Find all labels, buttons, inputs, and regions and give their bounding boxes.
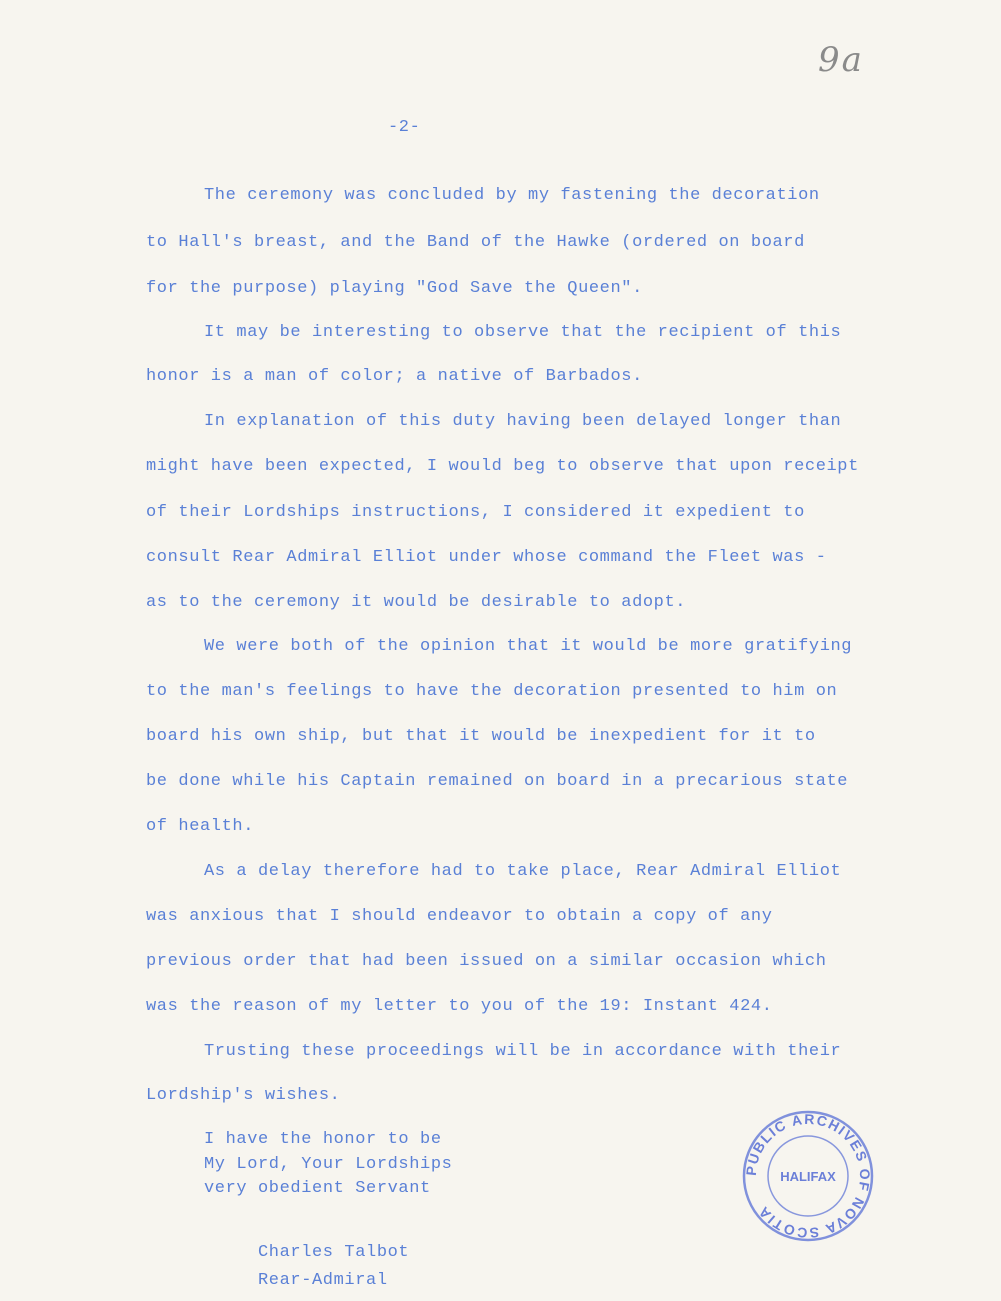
body-line: of health. (146, 817, 255, 836)
body-line: We were both of the opinion that it would be more gratifying (204, 637, 853, 656)
body-line: In explanation of this duty having been delayed longer than (204, 412, 842, 431)
closing-line: I have the honor to be (204, 1130, 442, 1149)
body-line: of their Lordships instructions, I considered it expedient to (146, 503, 805, 522)
body-line: for the purpose) playing "God Save the Queen". (146, 279, 643, 298)
archive-stamp (738, 1106, 878, 1246)
stamp-ring-text: PUBLIC ARCHIVES OF NOVA SCOTIA (742, 1110, 874, 1242)
body-line: honor is a man of color; a native of Barbados. (146, 367, 643, 386)
body-line: The ceremony was concluded by my fastening the decoration (204, 186, 820, 205)
body-line: As a delay therefore had to take place, Rear Admiral Elliot (204, 862, 842, 881)
closing-line: very obedient Servant (204, 1179, 431, 1198)
archive-note: 9a (818, 40, 864, 80)
closing-line: My Lord, Your Lordships (204, 1155, 453, 1174)
body-line: might have been expected, I would beg to observe that upon receipt (146, 457, 859, 476)
body-line: be done while his Captain remained on board in a precarious state (146, 772, 849, 791)
body-line: was anxious that I should endeavor to obtain a copy of any (146, 907, 773, 926)
signature-name: Charles Talbot (258, 1243, 410, 1262)
signature-title: Rear-Admiral (258, 1271, 388, 1290)
body-line: board his own ship, but that it would be inexpedient for it to (146, 727, 816, 746)
body-line: It may be interesting to observe that the recipient of this (204, 323, 842, 342)
body-line: was the reason of my letter to you of the 19: Instant 424. (146, 997, 773, 1016)
body-line: consult Rear Admiral Elliot under whose command the Fleet was - (146, 548, 827, 567)
page-number: -2- (388, 118, 421, 137)
stamp-center-text: HALIFAX (780, 1169, 836, 1184)
body-line: as to the ceremony it would be desirable to adopt. (146, 593, 687, 612)
body-line: Trusting these proceedings will be in accordance with their (204, 1042, 842, 1061)
body-line: to the man's feelings to have the decoration presented to him on (146, 682, 838, 701)
body-line: previous order that had been issued on a similar occasion which (146, 952, 827, 971)
body-line: Lordship's wishes. (146, 1086, 341, 1105)
body-line: to Hall's breast, and the Band of the Hawke (ordered on board (146, 233, 805, 252)
